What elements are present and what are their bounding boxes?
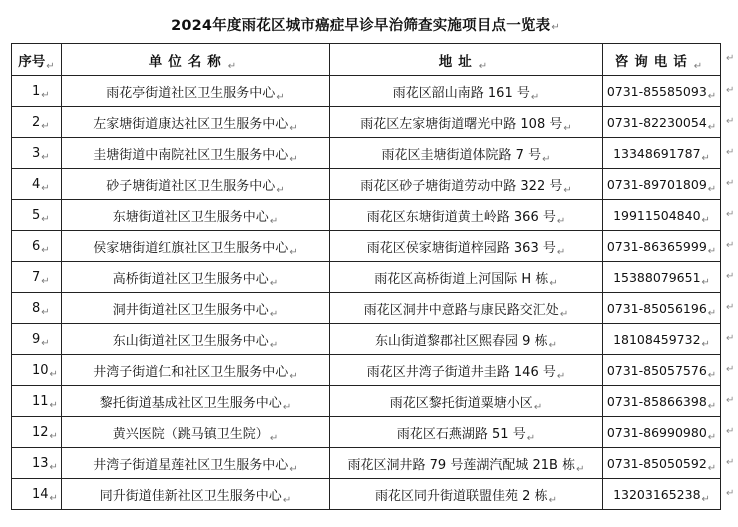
- cell-unit-name: 砂子塘街道社区卫生服务中心$_↵$: [62, 169, 330, 200]
- cell-unit-name: 雨花亭街道社区卫生服务中心$_↵$: [62, 76, 330, 107]
- paragraph-mark-icon: ↵: [282, 494, 292, 506]
- paragraph-mark-icon: ↵: [556, 215, 566, 227]
- cell-no: $14_↵$: [12, 479, 62, 510]
- cell-address: 雨花区石燕湖路 51 号$_↵$: [330, 417, 603, 448]
- paragraph-mark-icon: ↵: [701, 338, 710, 350]
- table-row: [12, 169, 721, 200]
- table-row: [12, 138, 721, 169]
- paragraph-mark-icon: ↵: [701, 214, 710, 226]
- cell-address: 雨花区洞井中意路与康民路交汇处$_↵$: [330, 293, 603, 324]
- paragraph-mark-icon: ↵: [701, 276, 710, 288]
- paragraph-mark-icon: ↵: [289, 463, 298, 475]
- row-end-mark-icon: ↵: [726, 487, 735, 499]
- paragraph-mark-icon: ↵: [269, 215, 279, 227]
- cell-no: $5_↵$: [12, 200, 62, 231]
- paragraph-mark-icon: ↵: [707, 369, 717, 381]
- cell-no: $13_↵$: [12, 448, 62, 479]
- paragraph-mark-icon: ↵: [526, 432, 536, 444]
- cell-phone: $0731-85585093_↵$: [603, 76, 721, 107]
- column-header-phone: 咨询电话$_↵$: [603, 44, 721, 76]
- paragraph-mark-icon: ↵: [49, 368, 58, 380]
- row-end-mark-icon: ↵: [726, 394, 735, 406]
- cell-address: 雨花区同升街道联盟佳苑 2 栋$_↵$: [330, 479, 603, 510]
- row-end-mark-icon: ↵: [726, 115, 735, 127]
- cell-address: 东山街道黎郡社区熙春园 9 栋$_↵$: [330, 324, 603, 355]
- paragraph-mark-icon: ↵: [276, 184, 285, 196]
- cell-unit-name: 东塘街道社区卫生服务中心$_↵$: [62, 200, 330, 231]
- paragraph-mark-icon: ↵: [41, 337, 50, 349]
- cell-phone: $15388079651_↵$: [603, 262, 721, 293]
- cell-no: $11_↵$: [12, 386, 62, 417]
- table-row: [12, 231, 721, 262]
- row-end-mark-icon: ↵: [726, 456, 735, 468]
- cell-no: $6_↵$: [12, 231, 62, 262]
- paragraph-mark-icon: ↵: [41, 213, 50, 225]
- cell-address: 雨花区韶山南路 161 号$_↵$: [330, 76, 603, 107]
- document-title: 2024年度雨花区城市癌症早诊早治筛查实施项目点一览表: [171, 17, 551, 34]
- paragraph-mark-icon: ↵: [276, 91, 285, 103]
- cell-address: 雨花区圭塘街道体院路 7 号$_↵$: [330, 138, 603, 169]
- cell-no: $10_↵$: [12, 355, 62, 386]
- column-header-address: 地址$_↵$: [330, 44, 603, 76]
- cell-address: 雨花区洞井路 79 号莲湖汽配城 21B 栋$_↵$: [330, 448, 603, 479]
- cell-no: $9_↵$: [12, 324, 62, 355]
- paragraph-mark-icon: ↵: [707, 183, 717, 195]
- paragraph-mark-icon: ↵: [41, 151, 50, 163]
- cell-phone: $19911504840_↵$: [603, 200, 721, 231]
- paragraph-mark-icon: ↵: [707, 400, 717, 412]
- paragraph-mark-icon: ↵: [551, 21, 560, 33]
- cell-phone: $0731-82230054_↵$: [603, 107, 721, 138]
- paragraph-mark-icon: ↵: [289, 153, 298, 165]
- row-end-mark-icon: ↵: [726, 146, 735, 158]
- table-row: [12, 355, 721, 386]
- cell-no: $4_↵$: [12, 169, 62, 200]
- paragraph-mark-icon: ↵: [269, 432, 279, 444]
- paragraph-mark-icon: ↵: [269, 339, 279, 351]
- row-end-mark-icon: ↵: [726, 363, 735, 375]
- cell-no: $2_↵$: [12, 107, 62, 138]
- cell-phone: $0731-86365999_↵$: [603, 231, 721, 262]
- cell-unit-name: 井湾子街道星莲社区卫生服务中心$_↵$: [62, 448, 330, 479]
- paragraph-mark-icon: ↵: [49, 399, 58, 411]
- cell-unit-name: 同升街道佳新社区卫生服务中心$_↵$: [62, 479, 330, 510]
- column-header-no: 序号$_↵$: [12, 44, 62, 76]
- paragraph-mark-icon: ↵: [289, 370, 298, 382]
- cell-no: $7_↵$: [12, 262, 62, 293]
- cell-address: 雨花区砂子塘街道劳动中路 322 号$_↵$: [330, 169, 603, 200]
- paragraph-mark-icon: ↵: [41, 244, 50, 256]
- table-header-row: [12, 44, 721, 76]
- paragraph-mark-icon: ↵: [701, 493, 710, 505]
- row-end-mark-icon: ↵: [726, 239, 735, 251]
- paragraph-mark-icon: ↵: [530, 91, 540, 103]
- cell-phone: $18108459732_↵$: [603, 324, 721, 355]
- cell-unit-name: 圭塘街道中南院社区卫生服务中心$_↵$: [62, 138, 330, 169]
- table-row: [12, 448, 721, 479]
- cell-unit-name: 高桥街道社区卫生服务中心$_↵$: [62, 262, 330, 293]
- row-end-mark-icon: ↵: [726, 301, 735, 313]
- cell-unit-name: 侯家塘街道红旗社区卫生服务中心$_↵$: [62, 231, 330, 262]
- paragraph-mark-icon: ↵: [548, 339, 557, 351]
- paragraph-mark-icon: ↵: [707, 462, 717, 474]
- cell-address: 雨花区侯家塘街道梓园路 363 号$_↵$: [330, 231, 603, 262]
- cell-unit-name: 左家塘街道康达社区卫生服务中心$_↵$: [62, 107, 330, 138]
- cell-unit-name: 东山街道社区卫生服务中心$_↵$: [62, 324, 330, 355]
- paragraph-mark-icon: ↵: [556, 246, 566, 258]
- document-title-block: [11, 10, 720, 38]
- paragraph-mark-icon: ↵: [576, 463, 585, 475]
- paragraph-mark-icon: ↵: [289, 246, 298, 258]
- paragraph-mark-icon: ↵: [41, 182, 50, 194]
- paragraph-mark-icon: ↵: [269, 277, 279, 289]
- table-row: [12, 76, 721, 107]
- paragraph-mark-icon: ↵: [707, 431, 717, 443]
- cell-phone: $0731-85057576_↵$: [603, 355, 721, 386]
- paragraph-mark-icon: ↵: [533, 401, 543, 413]
- paragraph-mark-icon: ↵: [41, 306, 50, 318]
- row-end-mark-icon: ↵: [726, 425, 735, 437]
- paragraph-mark-icon: ↵: [49, 492, 58, 504]
- screening-sites-table: [11, 43, 721, 510]
- cell-phone: $0731-86990980_↵$: [603, 417, 721, 448]
- cell-phone: $13348691787_↵$: [603, 138, 721, 169]
- paragraph-mark-icon: ↵: [282, 401, 292, 413]
- paragraph-mark-icon: ↵: [269, 308, 279, 320]
- row-end-mark-icon: ↵: [726, 208, 735, 220]
- paragraph-mark-icon: ↵: [707, 121, 717, 133]
- cell-phone: $0731-85056196_↵$: [603, 293, 721, 324]
- cell-unit-name: 洞井街道社区卫生服务中心$_↵$: [62, 293, 330, 324]
- paragraph-mark-icon: ↵: [701, 152, 710, 164]
- row-end-mark-icon: ↵: [726, 270, 735, 282]
- column-header-unit: 单位名称$_↵$: [62, 44, 330, 76]
- cell-phone: $13203165238_↵$: [603, 479, 721, 510]
- cell-address: 雨花区东塘街道黄土岭路 366 号$_↵$: [330, 200, 603, 231]
- table-row: [12, 479, 721, 510]
- paragraph-mark-icon: ↵: [41, 275, 50, 287]
- paragraph-mark-icon: ↵: [49, 430, 58, 442]
- row-end-mark-icon: ↵: [726, 332, 735, 344]
- table-row: [12, 386, 721, 417]
- row-end-mark-icon: ↵: [726, 84, 735, 96]
- paragraph-mark-icon: ↵: [563, 184, 572, 196]
- table-row: [12, 417, 721, 448]
- row-end-mark-icon: ↵: [726, 177, 735, 189]
- table-row: [12, 262, 721, 293]
- cell-no: $8_↵$: [12, 293, 62, 324]
- paragraph-mark-icon: ↵: [707, 245, 717, 257]
- cell-phone: $0731-85866398_↵$: [603, 386, 721, 417]
- cell-phone: $0731-89701809_↵$: [603, 169, 721, 200]
- paragraph-mark-icon: ↵: [707, 90, 717, 102]
- paragraph-mark-icon: ↵: [289, 122, 298, 134]
- cell-unit-name: 黎托街道基成社区卫生服务中心$_↵$: [62, 386, 330, 417]
- cell-no: $3_↵$: [12, 138, 62, 169]
- paragraph-mark-icon: ↵: [559, 308, 569, 320]
- row-end-mark-icon: ↵: [726, 53, 735, 64]
- cell-unit-name: 井湾子街道仁和社区卫生服务中心$_↵$: [62, 355, 330, 386]
- cell-address: 雨花区高桥街道上河国际 H 栋$_↵$: [330, 262, 603, 293]
- table-body: [12, 76, 721, 510]
- cell-address: 雨花区黎托街道粟塘小区$_↵$: [330, 386, 603, 417]
- paragraph-mark-icon: ↵: [548, 494, 557, 506]
- paragraph-mark-icon: ↵: [41, 89, 50, 101]
- paragraph-mark-icon: ↵: [49, 461, 58, 473]
- cell-address: 雨花区井湾子街道井圭路 146 号$_↵$: [330, 355, 603, 386]
- cell-address: 雨花区左家塘街道曙光中路 108 号$_↵$: [330, 107, 603, 138]
- paragraph-mark-icon: ↵: [707, 307, 717, 319]
- paragraph-mark-icon: ↵: [542, 153, 551, 165]
- table-row: [12, 293, 721, 324]
- cell-phone: $0731-85050592_↵$: [603, 448, 721, 479]
- paragraph-mark-icon: ↵: [556, 370, 566, 382]
- paragraph-mark-icon: ↵: [549, 277, 558, 289]
- table-row: [12, 200, 721, 231]
- paragraph-mark-icon: ↵: [563, 122, 572, 134]
- cell-no: $12_↵$: [12, 417, 62, 448]
- cell-no: $1_↵$: [12, 76, 62, 107]
- paragraph-mark-icon: ↵: [41, 120, 50, 132]
- table-row: [12, 324, 721, 355]
- cell-unit-name: 黄兴医院（跳马镇卫生院）$_↵$: [62, 417, 330, 448]
- table-row: [12, 107, 721, 138]
